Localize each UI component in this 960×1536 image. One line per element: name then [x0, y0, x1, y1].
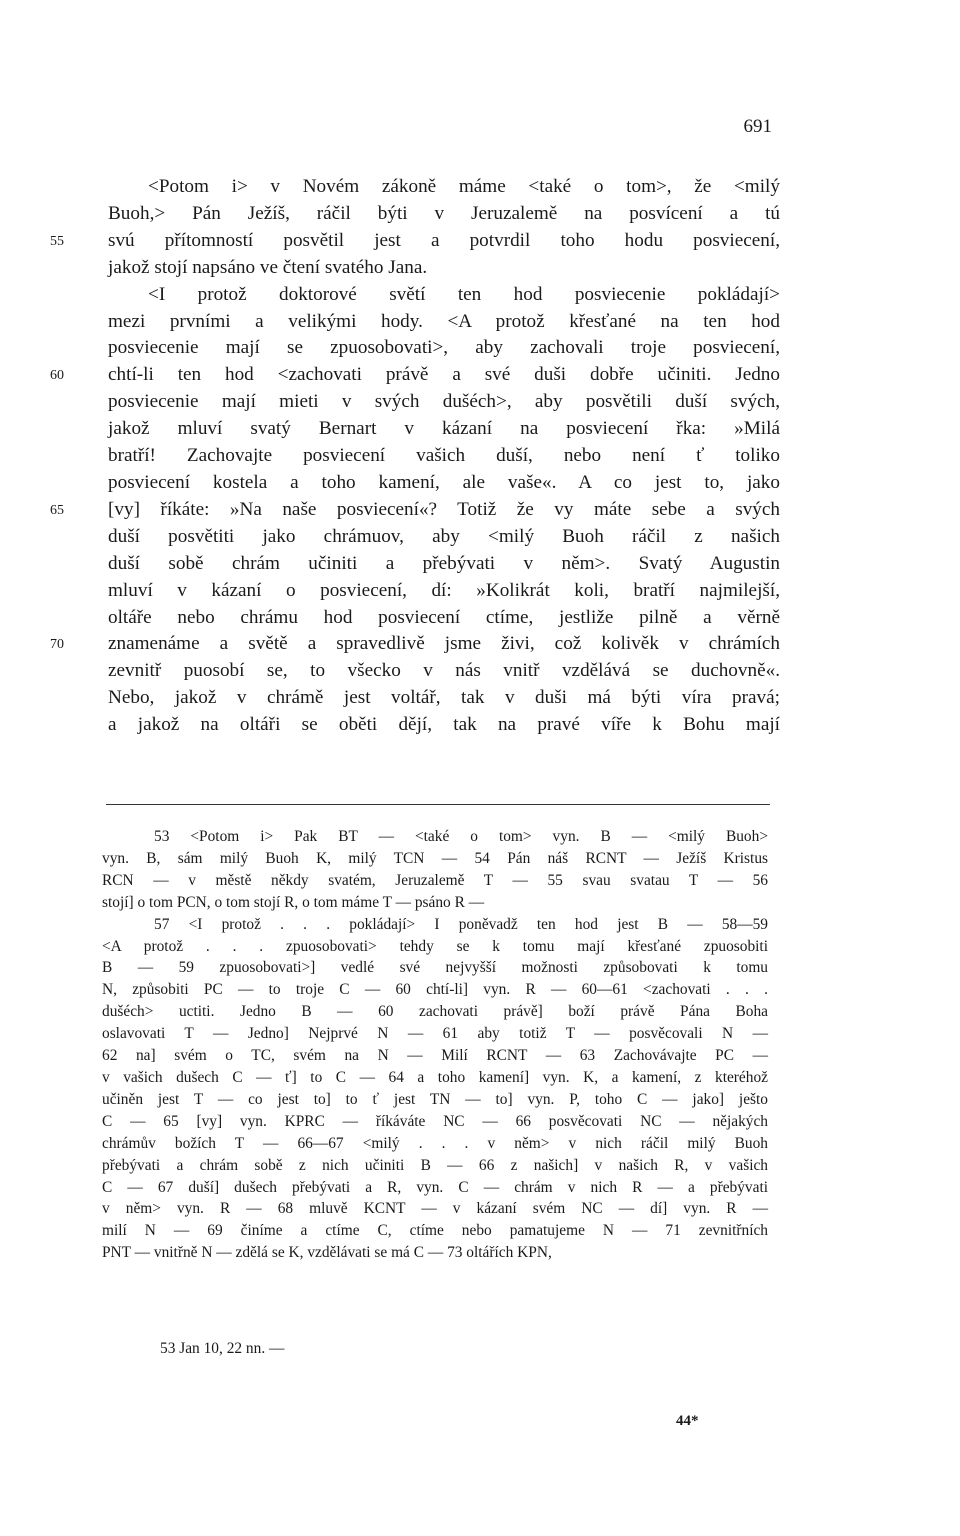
text-line: chtí-li ten hod <zachovati právě a své duši dobře učiniti. Jedno 60 [108, 362, 780, 389]
text-line: duší sobě chrám učiniti a přebývati v něm>. Svatý Augustin [108, 552, 780, 574]
apparatus-line: stojí] o tom PCN, o tom stojí R, o tom máme T — psáno R — [102, 893, 485, 911]
source-reference: 53 Jan 10, 22 nn. — [160, 1340, 285, 1357]
text-line: posviecenie mají mieti v svých dušéch>, aby posvětili duší svých, [108, 391, 780, 413]
apparatus-line: učiněn jest T — co jest to] to ť jest TN — to] vyn. P, toho C — jako] ješto [102, 1090, 768, 1108]
apparatus-line: 53 <Potom i> Pak BT — <také o tom> vyn. B — <milý Buoh> [154, 828, 768, 845]
line-number: 70 [50, 637, 64, 653]
line-number: 55 [50, 233, 64, 249]
apparatus-line: N, způsobiti PC — to troje C — 60 chtí-li] vyn. R — 60—61 <zachovati . . . [102, 981, 768, 999]
apparatus-line: dušéch> uctiti. Jedno B — 60 zachovati právě] boží právě Pána Boha [102, 1003, 768, 1021]
text-line: svú přítomností posvětil jest a potvrdil toho hodu posviecení, 55 [108, 228, 780, 255]
apparatus-line: C — 65 [vy] vyn. KPRC — říkáváte NC — 66 posvěcovati NC — nějakých [102, 1112, 768, 1130]
text-line: Buoh,> Pán Ježíš, ráčil býti v Jeruzalemě na posvícení a tú [108, 202, 780, 224]
page-number: 691 [743, 116, 772, 137]
text-line: posviecenie mají se zpuosobovati>, aby zachovali troje posviecení, [108, 337, 780, 359]
apparatus-line: 57 <I protož . . . pokládají> I poněvadž ten hod jest B — 58—59 [154, 915, 768, 933]
apparatus-line: <A protož . . . zpuosobovati> tehdy se k tomu mají křesťané zpuosobiti [102, 937, 768, 955]
text-line: a jakož na oltáři se oběti dějí, tak na pravé víře k Bohu mají [108, 714, 780, 736]
text-line: <I protož doktorové světí ten hod posviecenie pokládají> [148, 283, 780, 305]
sheet-signature: 44* [676, 1413, 699, 1429]
apparatus-line: vyn. B, sám milý Buoh K, milý TCN — 54 Pán náš RCNT — Ježíš Kristus [102, 849, 768, 867]
apparatus-line: oslavovati T — Jedno] Nejprvé N — 61 aby totiž T — posvěcovali N — [102, 1025, 768, 1043]
apparatus-line: v něm> vyn. R — 68 mluvě KCNT — v kázaní svém NC — dí] vyn. R — [102, 1200, 768, 1218]
text-line: zevnitř puosobí se, to všecko v nás vnitř vzdělává se duchovně«. [108, 660, 780, 682]
main-text [50, 174, 780, 739]
text-line: oltáře nebo chrámu hod posviecení ctíme, jestliže pilně a věrně [108, 606, 780, 628]
text-line: Nebo, jakož v chrámě jest voltář, tak v duši má býti víra pravá; [108, 687, 780, 709]
text-line: duší posvětiti jako chrámuov, aby <milý Buoh ráčil z našich [108, 525, 780, 547]
line-number: 65 [50, 502, 64, 518]
apparatus-line: B — 59 zpuosobovati>] vedlé své nejvyšší možnosti způsobovati k tomu [102, 959, 768, 977]
apparatus-line: přebývati a chrám sobě z nich učiniti B — 66 z našich] v našich R, v vašich [102, 1156, 768, 1174]
text-line: mluví v kázaní o posviecení, dí: »Kolikrát koli, bratří najmilejší, [108, 579, 780, 601]
apparatus-line: RCN — v městě někdy svatém, Jeruzalemě T — 55 svau svatau T — 56 [102, 871, 768, 889]
text-line: jakož stojí napsáno ve čtení svatého Jana. [108, 256, 428, 278]
apparatus-line: C — 67 duší] dušech přebývati a R, vyn. C — chrám v nich R — a přebývati [102, 1178, 768, 1196]
text-line: bratří! Zachovajte posviecení vašich duší, nebo není ť toliko [108, 445, 780, 467]
apparatus-line: milí N — 69 činíme a ctíme C, ctíme nebo pamatujeme N — 71 zevnitřních [102, 1222, 768, 1240]
apparatus-line: chrámův božích T — 66—67 <milý . . . v něm> v nich ráčil milý Buoh [102, 1134, 768, 1152]
apparatus-line: 62 na] svém o TC, svém na N — Milí RCNT — 63 Zachovávajte PC — [102, 1047, 768, 1065]
footnote-divider [106, 804, 770, 805]
text-line: posviecení kostela a toho kamení, ale vaše«. A co jest to, jako [108, 471, 780, 493]
critical-apparatus [102, 826, 768, 1264]
text-line: znamenáme a světě a spravedlivě jsme živi, což kolivěk v chrámích 70 [108, 631, 780, 658]
apparatus-line: v vašich dušech C — ť] to C — 64 a toho kamení] vyn. K, a kamení, z kteréhož [102, 1068, 768, 1086]
text-line: <Potom i> v Novém zákoně máme <také o tom>, že <milý [148, 176, 780, 197]
apparatus-line: PNT — vnitřně N — zdělá se K, vzdělávati se má C — 73 oltářích KPN, [102, 1244, 552, 1262]
text-line: jakož mluví svatý Bernart v kázaní na posviecení řka: »Milá [108, 418, 780, 440]
line-number: 60 [50, 368, 64, 384]
text-line: [vy] říkáte: »Na naše posviecení«? Totiž že vy máte sebe a svých 65 [108, 497, 780, 524]
text-line: mezi prvními a velikými hody. <A protož křesťané na ten hod [108, 310, 780, 332]
